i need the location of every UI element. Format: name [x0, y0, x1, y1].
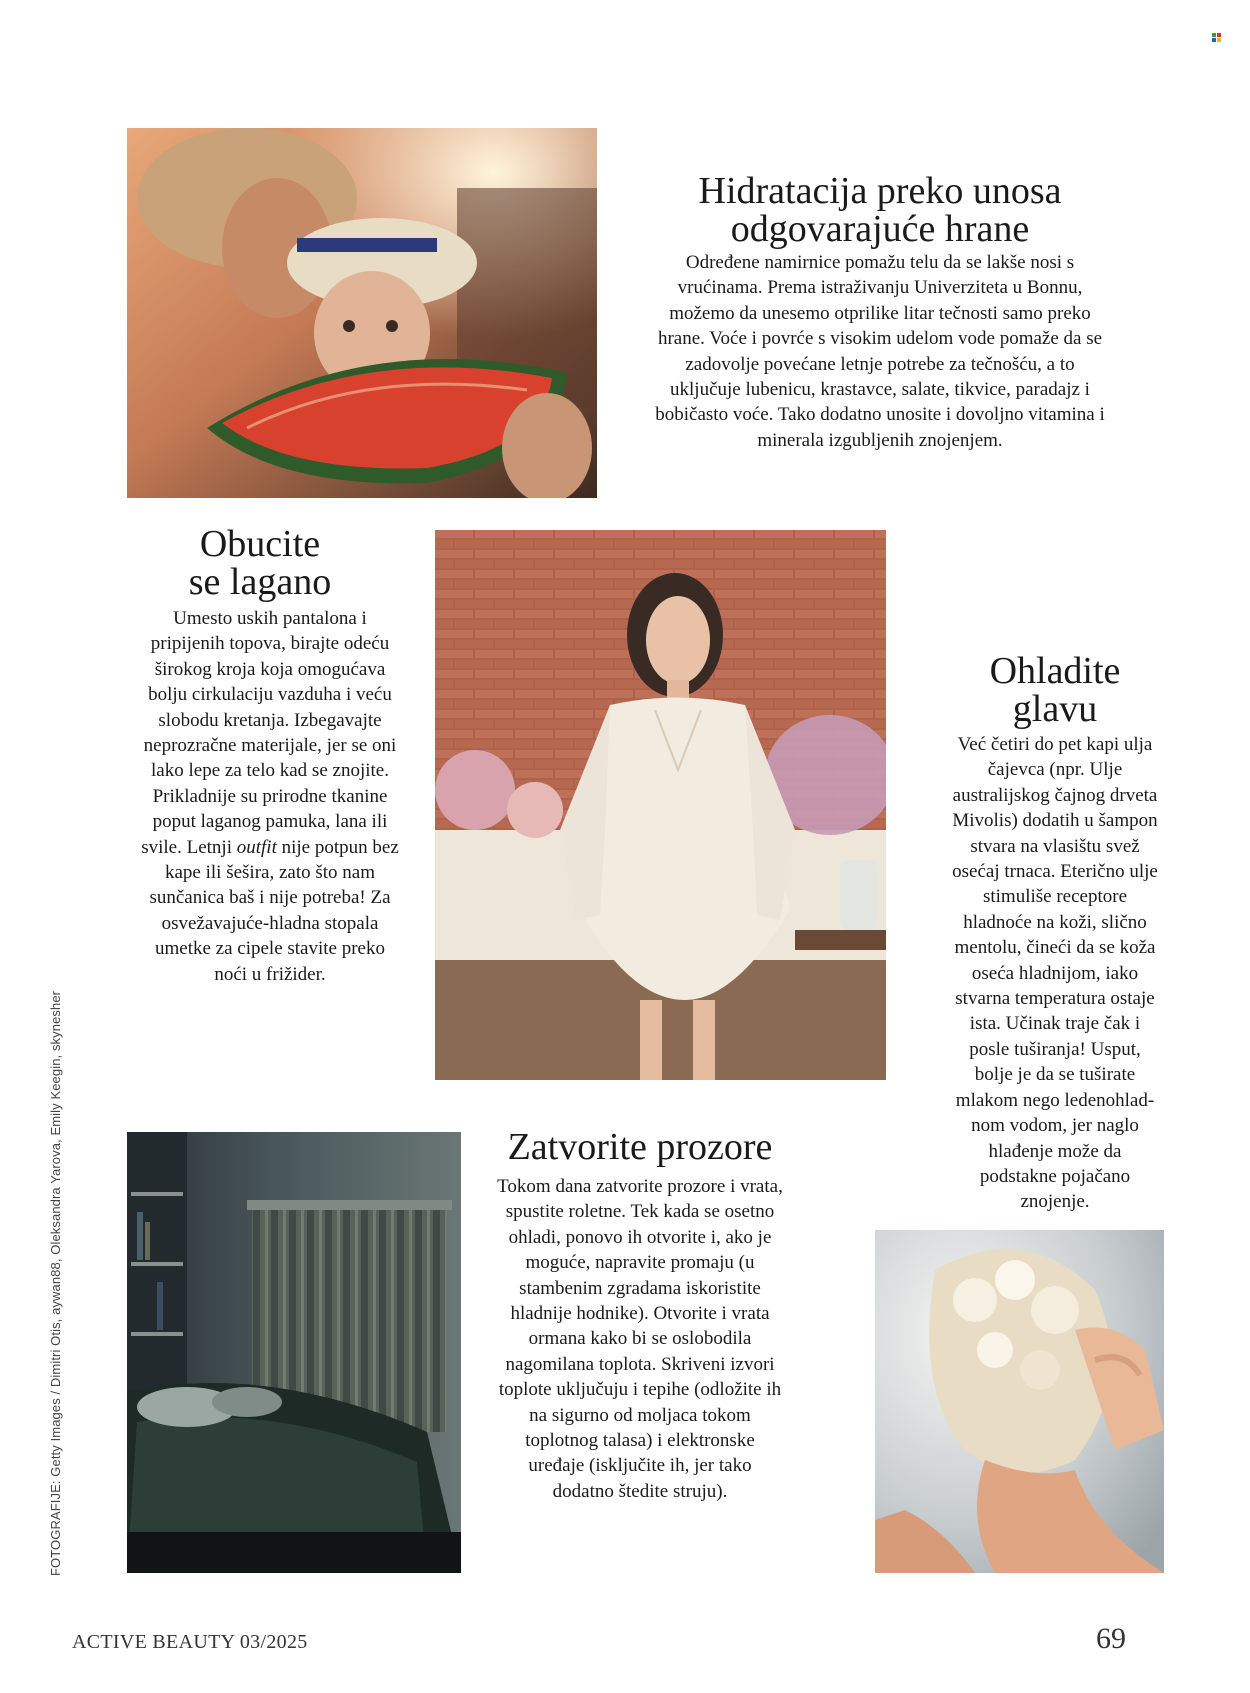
- windows-body: Tokom dana zatvorite prozore i vrata, spustite roletne. Tek kada se osetno ohladi, ponovo ih otvorite i, ako je moguće, napravite promaju (u stambenim zgradama iskoristite hladnije hodnike). Otvorite i vrata ormana kako bi se oslobodila nagomilana toplota. Skriveni izvori toplote uključuju i tepihe (odložite ih na sigurno od moljaca tokom toplotnog talasa) i elektronske uređaje (isključite ih, jer tako dodatno štedite struju).: [497, 1176, 783, 1502]
- title-line: odgovarajuće hrane: [730, 208, 1030, 250]
- photo-credit: FOTOGRAFIJE: Getty Images / Dimitri Otis, aywan88, Oleksandra Yarova, Emily Keegin, skynesher: [48, 990, 63, 1576]
- title-line: se lagano: [188, 561, 332, 603]
- magazine-footer: ACTIVE BEAUTY 03/2025: [72, 1631, 308, 1653]
- title-line: glavu: [1012, 688, 1098, 730]
- shampoo-photo: [875, 1230, 1164, 1573]
- corner-mark-icon: [1212, 33, 1221, 42]
- section-title-windows: Zatvorite prozore: [507, 1126, 773, 1168]
- page-number: 69: [1096, 1622, 1126, 1655]
- watermelon-photo: [127, 128, 597, 498]
- title-line: Ohladite: [989, 650, 1121, 692]
- dress-body: [115, 606, 425, 987]
- dress-body-end: nije potpun bez kape ili šešira, zato što nam sunčanica baš i nije potreba! Za osvežavajuće-hladna stopala umetke za cipele stavite preko noći u frižider.: [149, 836, 399, 985]
- section-title-cool-head: [905, 652, 1205, 728]
- title-line: Hidratacija preko unosa: [698, 170, 1062, 212]
- bedroom-photo: [127, 1132, 461, 1573]
- dress-body-italic: outfit: [236, 836, 277, 858]
- section-title-hydration: [600, 172, 1160, 248]
- title-line: Obucite: [199, 523, 321, 565]
- section-title-dress: [115, 525, 405, 601]
- cool-head-body: Već četiri do pet kapi ulja čajevca (npr. Ulje australijskog čajnog drveta Mivolis) dodatih u šampon stvara na vlasištu svež osećaj trnaca. Eterično ulje stimuliše receptore hladnoće na koži, slično mentolu, čineći da se koža oseća hladnijom, iako stvarna temperatura ostaje ista. Učinak traje čak i posle tuširanja! Usput, bolje je da se tuširate mlakom nego ledenohlad- nom vodom, jer naglo hlađenje može da podstakne pojačano znojenje.: [952, 734, 1158, 1213]
- hydration-body: Određene namirnice pomažu telu da se lakše nosi s vrućinama. Prema istraživanju Univerziteta u Bonnu, možemo da unesemo otprilike litar tečnosti samo preko hrane. Voće i povrće s visokim udelom vode pomaže da se zadovolje povećane letnje potrebe za tečnošću, a to uključuje lubenicu, krastavce, salate, tikvice, paradajz i bobičasto voće. Tako dodatno unosite i dovoljno vitamina i minerala izgubljenih znojenjem.: [655, 252, 1105, 451]
- white-dress-photo: [435, 530, 886, 1080]
- dress-body-start: Umesto uskih pantalona i pripijenih topova, birajte odeću širokog kroja koja omogućava bolju cirkulaciju vazduha i veću slobodu kretanja. Izbegavajte neprozračne materijale, jer se oni lako lepe za telo kad se znojite. Prikladnije su prirodne tkanine poput laganog pamuka, lana ili svile. Letnji: [141, 608, 397, 858]
